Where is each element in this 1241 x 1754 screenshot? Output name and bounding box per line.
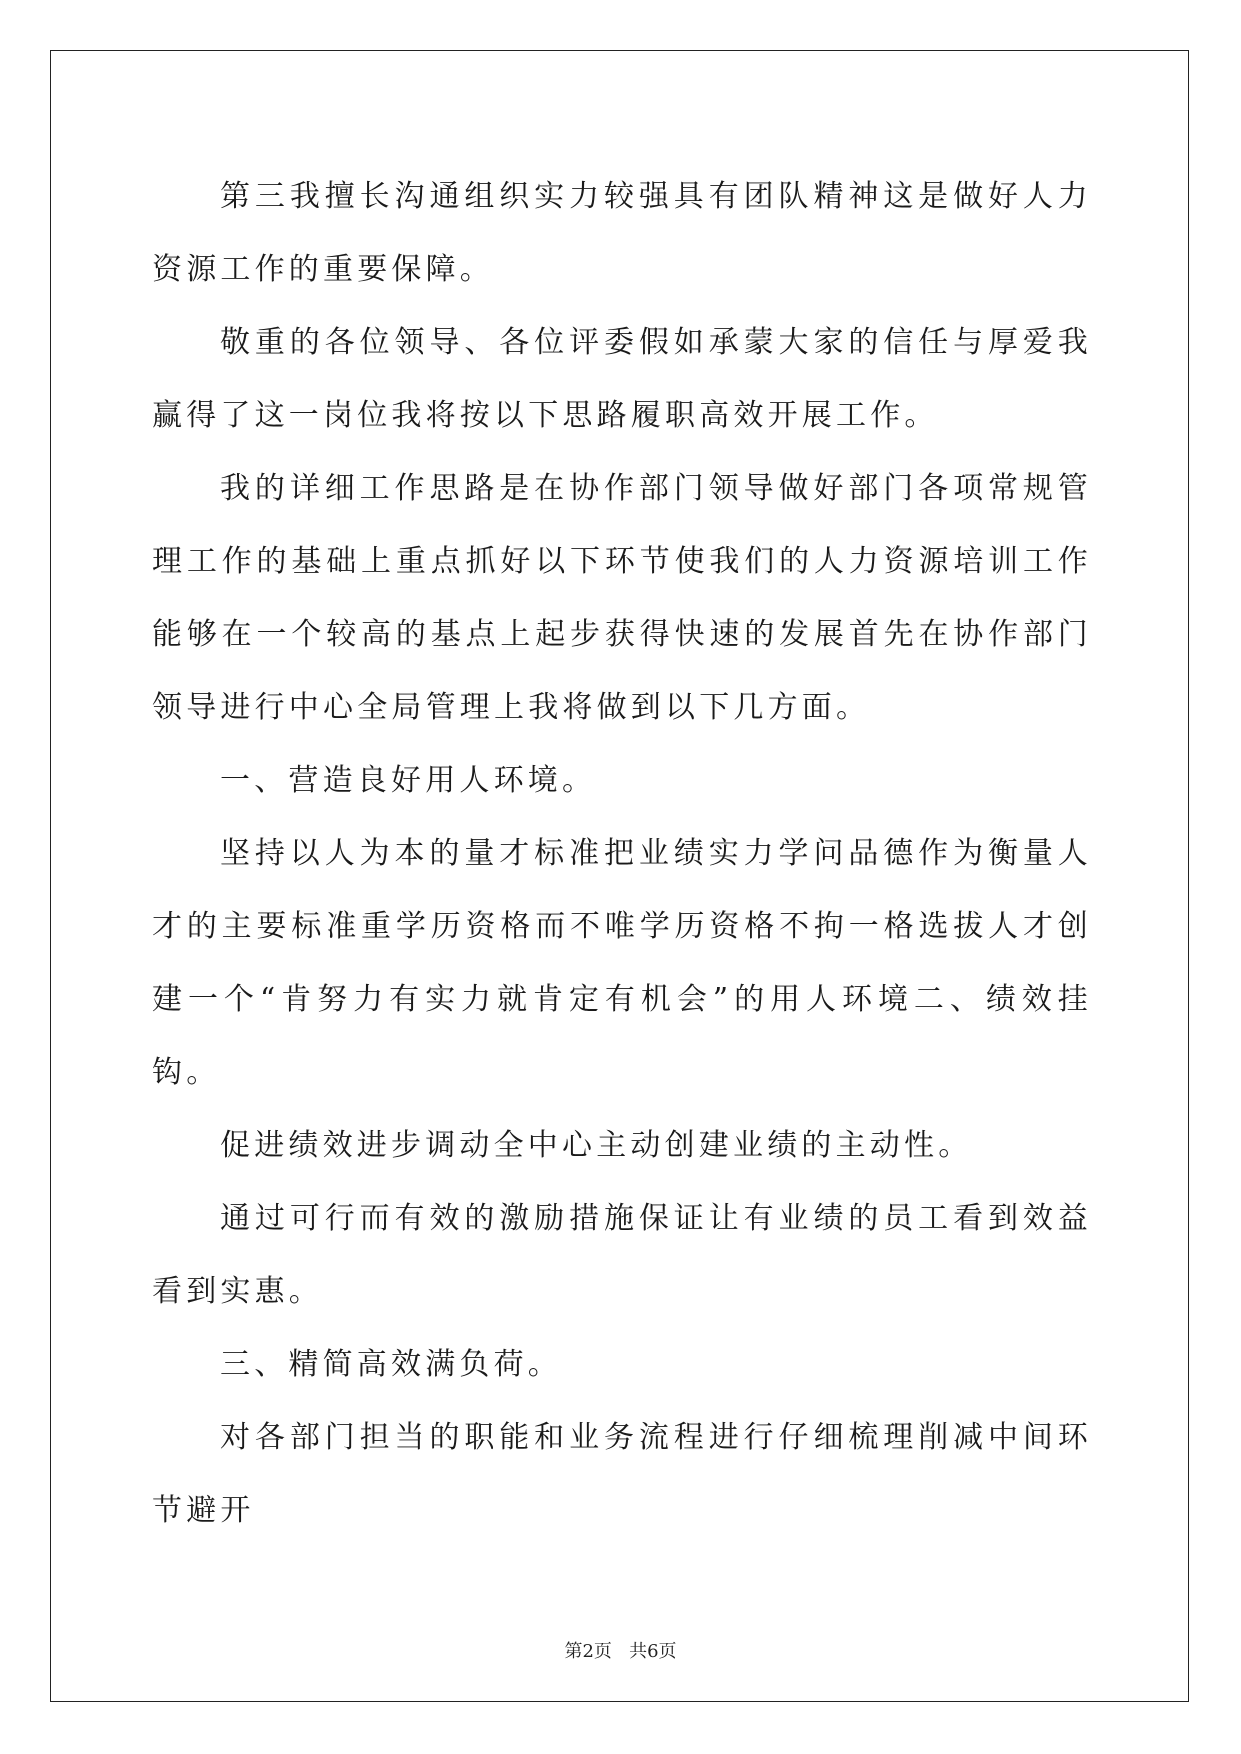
paragraph-1: 第三我擅长沟通组织实力较强具有团队精神这是做好人力资源工作的重要保障。 <box>152 179 1092 287</box>
paragraph-4: 坚持以人为本的量才标准把业绩实力学问品德作为衡量人才的主要标准重学历资格而不唯学历资格不拘一格选拔人才创建一个“肯努力有实力就肯定有机会”的用人环境二、绩效挂钩。 <box>152 836 1092 1090</box>
paragraph-6: 通过可行而有效的激励措施保证让有业绩的员工看到效益看到实惠。 <box>152 1201 1092 1309</box>
paragraph-2: 敬重的各位领导、各位评委假如承蒙大家的信任与厚爱我赢得了这一岗位我将按以下思路履职高效开展工作。 <box>152 325 1092 433</box>
paragraph-3: 我的详细工作思路是在协作部门领导做好部门各项常规管理工作的基础上重点抓好以下环节使我们的人力资源培训工作能够在一个较高的基点上起步获得快速的发展首先在协作部门领导进行中心全局管理上我将做到以下几方面。 <box>152 471 1092 725</box>
page-footer: 第2页 共6页 <box>564 1641 677 1662</box>
paragraph-7: 对各部门担当的职能和业务流程进行仔细梳理削减中间环节避开 <box>152 1420 1092 1528</box>
document-body <box>152 160 1092 1547</box>
paragraph-5: 促进绩效进步调动全中心主动创建业绩的主动性。 <box>220 1128 973 1163</box>
section-heading-1: 一、营造良好用人环境。 <box>220 763 597 798</box>
section-heading-3: 三、精简高效满负荷。 <box>220 1347 562 1382</box>
